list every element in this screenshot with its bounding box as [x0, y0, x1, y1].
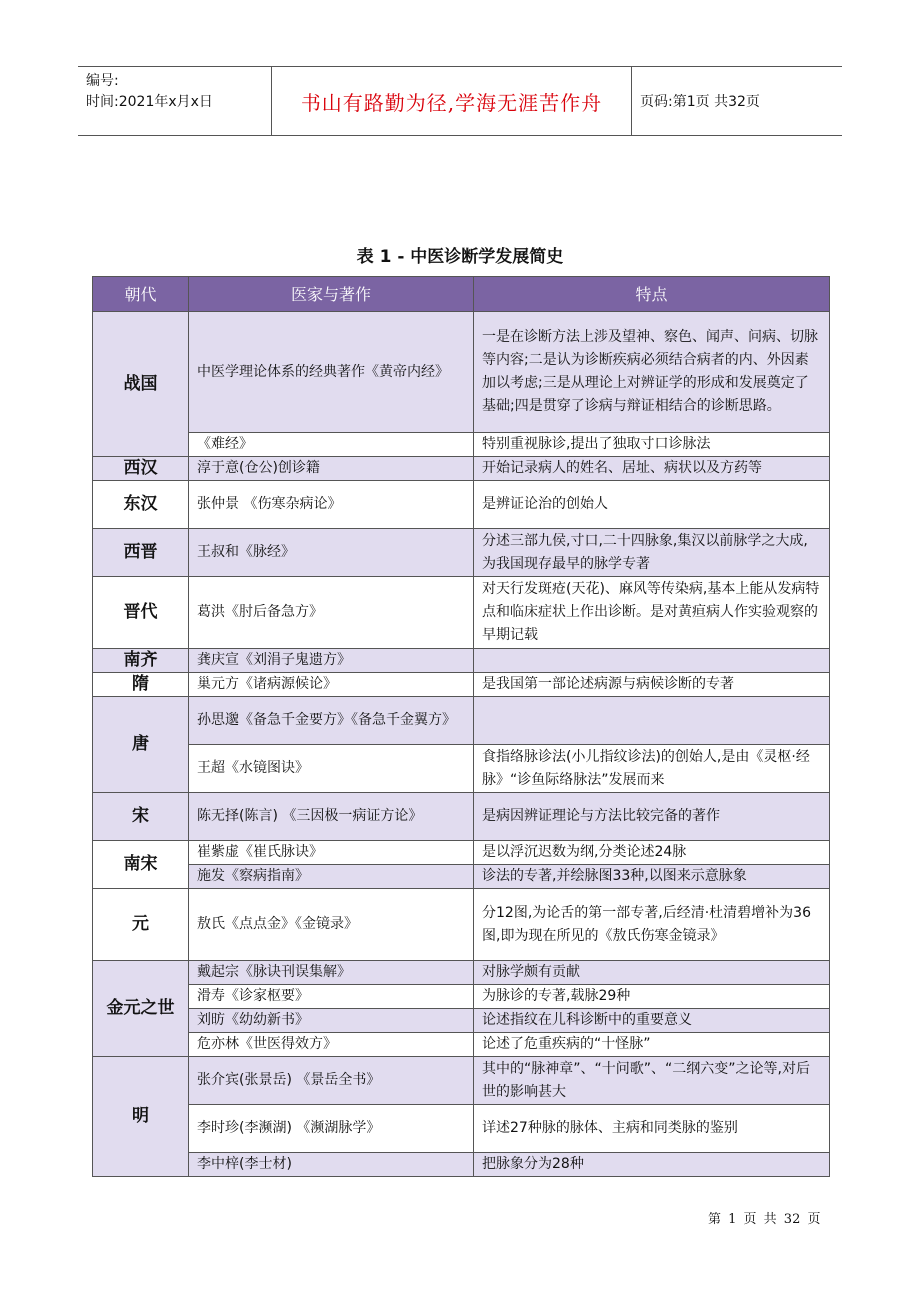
work-cell: 《难经》 [189, 433, 474, 457]
table-row [93, 697, 830, 745]
feature-cell [474, 697, 830, 745]
history-table [92, 276, 830, 1177]
dynasty-cell: 西汉 [93, 457, 189, 481]
table-row [93, 985, 830, 1009]
work-cell: 刘昉《幼幼新书》 [189, 1009, 474, 1033]
feature-cell: 诊法的专著,并绘脉图33种,以图来示意脉象 [474, 865, 830, 889]
table-row [93, 1057, 830, 1105]
table-row [93, 1033, 830, 1057]
dynasty-cell: 东汉 [93, 481, 189, 529]
column-header-feature: 特点 [474, 277, 830, 312]
work-cell: 葛洪《肘后备急方》 [189, 577, 474, 649]
table-row [93, 649, 830, 673]
feature-cell: 是我国第一部论述病源与病候诊断的专著 [474, 673, 830, 697]
dynasty-cell: 西晋 [93, 529, 189, 577]
dynasty-cell: 宋 [93, 793, 189, 841]
dynasty-cell: 金元之世 [93, 961, 189, 1057]
work-cell: 李时珍(李濒湖) 《濒湖脉学》 [189, 1105, 474, 1153]
work-cell: 淳于意(仓公)创诊籍 [189, 457, 474, 481]
feature-cell: 是以浮沉迟数为纲,分类论述24脉 [474, 841, 830, 865]
motto: 书山有路勤为径,学海无涯苦作舟 [272, 67, 632, 135]
table-row [93, 1105, 830, 1153]
table-row [93, 1153, 830, 1177]
feature-cell: 是病因辨证理论与方法比较完备的著作 [474, 793, 830, 841]
feature-cell: 是辨证论治的创始人 [474, 481, 830, 529]
feature-cell: 分12图,为论舌的第一部专著,后经清·杜清碧增补为36图,即为现在所见的《敖氏伤寒金镜录》 [474, 889, 830, 961]
column-header-work: 医家与著作 [189, 277, 474, 312]
work-cell: 崔紫虚《崔氏脉诀》 [189, 841, 474, 865]
table-row [93, 312, 830, 433]
table-row [93, 889, 830, 961]
table-row [93, 457, 830, 481]
table-row [93, 961, 830, 985]
feature-cell: 特别重视脉诊,提出了独取寸口诊脉法 [474, 433, 830, 457]
column-header-dynasty: 朝代 [93, 277, 189, 312]
time-label: 时间:2021年x月x日 [86, 94, 213, 110]
work-cell: 陈无择(陈言) 《三因极一病证方论》 [189, 793, 474, 841]
dynasty-cell: 隋 [93, 673, 189, 697]
dynasty-cell: 南宋 [93, 841, 189, 889]
work-cell: 戴起宗《脉诀刊误集解》 [189, 961, 474, 985]
dynasty-cell: 战国 [93, 312, 189, 457]
table-row [93, 577, 830, 649]
feature-cell: 其中的“脉神章”、“十问歌”、“二纲六变”之论等,对后世的影响甚大 [474, 1057, 830, 1105]
dynasty-cell: 明 [93, 1057, 189, 1177]
table-title: 表 1 - 中医诊断学发展简史 [356, 247, 564, 267]
feature-cell: 为脉诊的专著,载脉29种 [474, 985, 830, 1009]
page-label: 页码:第1页 共32页 [640, 94, 760, 110]
feature-cell: 对脉学颇有贡献 [474, 961, 830, 985]
table-row [93, 793, 830, 841]
table-row [93, 745, 830, 793]
table-row [93, 841, 830, 865]
table-header-row [93, 277, 830, 312]
dynasty-cell: 唐 [93, 697, 189, 793]
table-row [93, 529, 830, 577]
work-cell: 王叔和《脉经》 [189, 529, 474, 577]
feature-cell: 详述27种脉的脉体、主病和同类脉的鉴别 [474, 1105, 830, 1153]
table-row [93, 433, 830, 457]
table-row [93, 1009, 830, 1033]
feature-cell: 对天行发斑疮(天花)、麻风等传染病,基本上能从发病特点和临床症状上作出诊断。是对黄疸病人作实验观察的早期记载 [474, 577, 830, 649]
feature-cell [474, 649, 830, 673]
work-cell: 滑寿《诊家枢要》 [189, 985, 474, 1009]
dynasty-cell: 南齐 [93, 649, 189, 673]
table-row [93, 865, 830, 889]
feature-cell: 开始记录病人的姓名、居址、病状以及方药等 [474, 457, 830, 481]
work-cell: 王超《水镜图诀》 [189, 745, 474, 793]
dynasty-cell: 晋代 [93, 577, 189, 649]
work-cell: 施发《察病指南》 [189, 865, 474, 889]
dynasty-cell: 元 [93, 889, 189, 961]
feature-cell: 分述三部九侯,寸口,二十四脉象,集汉以前脉学之大成,为我国现存最早的脉学专著 [474, 529, 830, 577]
work-cell: 张仲景 《伤寒杂病论》 [189, 481, 474, 529]
work-cell: 龚庆宣《刘涓子鬼遗方》 [189, 649, 474, 673]
table-row [93, 673, 830, 697]
work-cell: 巢元方《诸病源候论》 [189, 673, 474, 697]
feature-cell: 论述了危重疾病的“十怪脉” [474, 1033, 830, 1057]
work-cell: 危亦林《世医得效方》 [189, 1033, 474, 1057]
feature-cell: 一是在诊断方法上涉及望神、察色、闻声、问病、切脉等内容;二是认为诊断疾病必须结合病者的内、外因素加以考虑;三是从理论上对辨证学的形成和发展奠定了基础;四是贯穿了诊病与辩证相结合的诊断思路。 [474, 312, 830, 433]
number-label: 编号: [86, 73, 119, 89]
page-footer: 第 1 页 共 32 页 [708, 1212, 821, 1227]
work-cell: 张介宾(张景岳) 《景岳全书》 [189, 1057, 474, 1105]
page-header [78, 66, 842, 136]
feature-cell: 食指络脉诊法(小儿指纹诊法)的创始人,是由《灵枢·经脉》“诊鱼际络脉法”发展而来 [474, 745, 830, 793]
work-cell: 李中梓(李士材) [189, 1153, 474, 1177]
table-row [93, 481, 830, 529]
work-cell: 孙思邈《备急千金要方》《备急千金翼方》 [189, 697, 474, 745]
header-meta [78, 67, 272, 135]
feature-cell: 论述指纹在儿科诊断中的重要意义 [474, 1009, 830, 1033]
work-cell: 敖氏《点点金》《金镜录》 [189, 889, 474, 961]
feature-cell: 把脉象分为28种 [474, 1153, 830, 1177]
work-cell: 中医学理论体系的经典著作《黄帝内经》 [189, 312, 474, 433]
